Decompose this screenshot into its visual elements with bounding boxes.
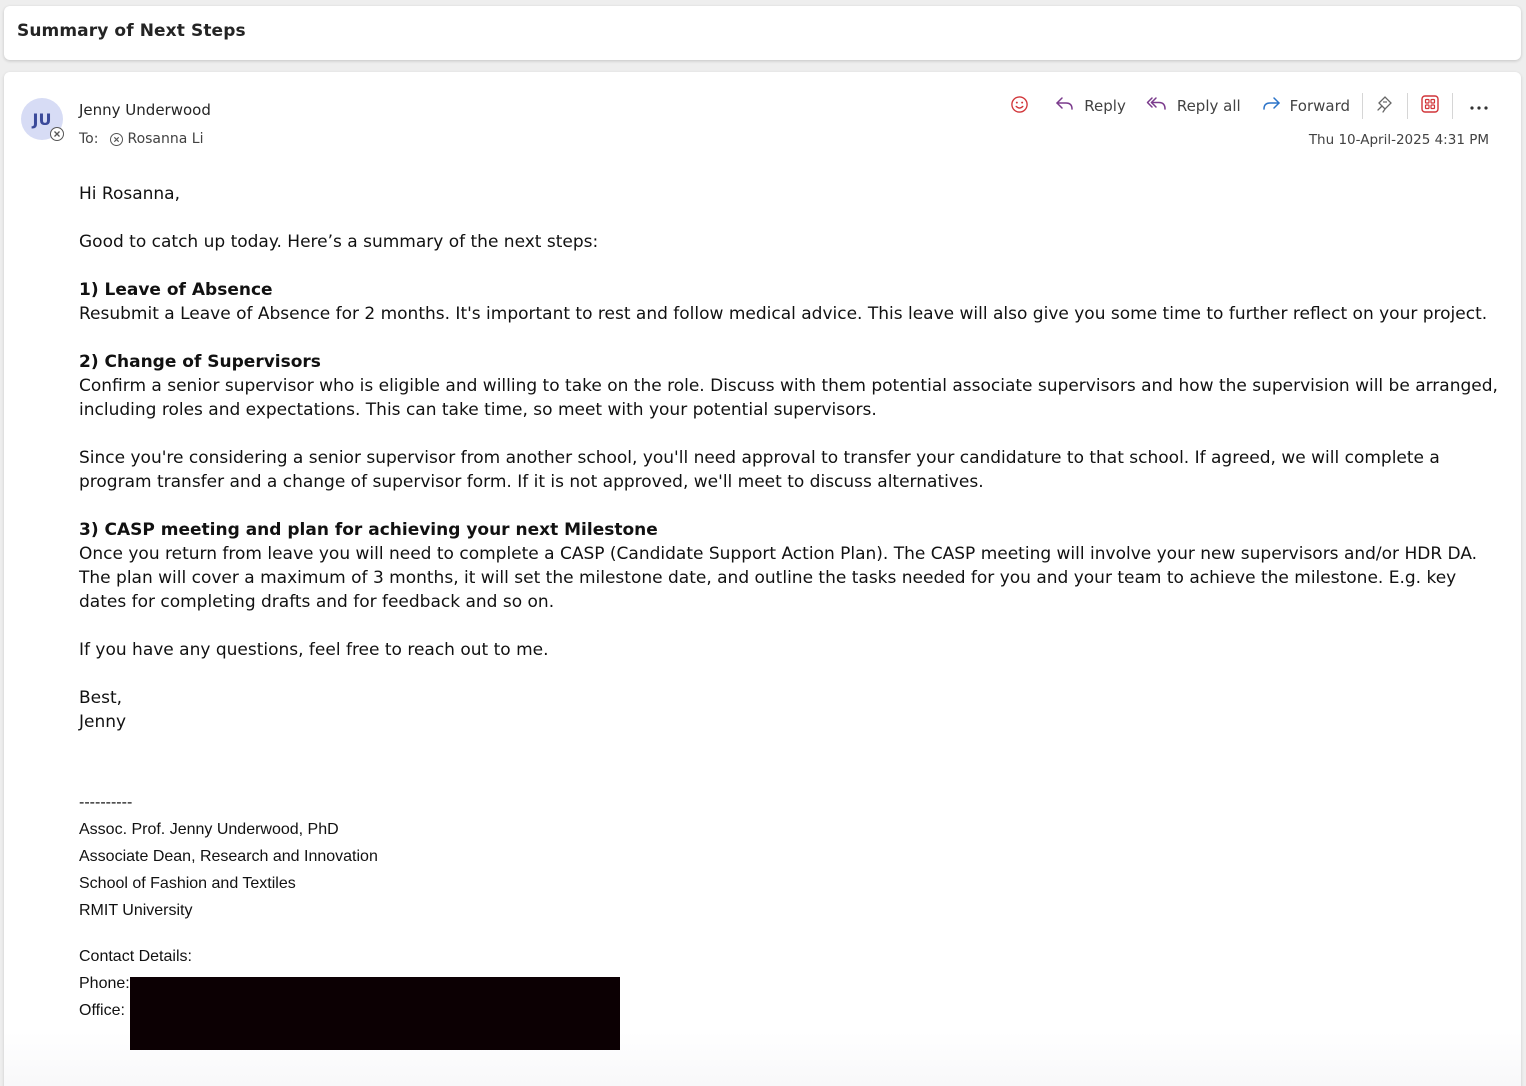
translate-button[interactable] xyxy=(1365,92,1405,120)
apps-grid-icon xyxy=(1420,94,1440,118)
closing-paragraph: If you have any questions, feel free to reach out to me. xyxy=(79,640,549,660)
section-heading: 3) CASP meeting and plan for achieving your next Milestone xyxy=(79,520,658,540)
forward-icon xyxy=(1261,95,1281,117)
signoff: Best, xyxy=(79,688,123,708)
reply-button[interactable] xyxy=(1045,92,1136,120)
intro-paragraph: Good to catch up today. Here’s a summary of the next steps: xyxy=(79,232,599,252)
section-text: Confirm a senior supervisor who is eligible and willing to take on the role. Discuss with them potential associate supervisors and how the supervision will be arranged, including roles and expectations. This can take time, so meet with your potential supervisors. xyxy=(79,376,1498,420)
signature-name: Assoc. Prof. Jenny Underwood, PhD xyxy=(79,821,339,838)
more-actions-button[interactable] xyxy=(1455,92,1493,120)
sent-date: Thu 10-April-2025 4:31 PM xyxy=(1308,132,1489,148)
forward-button[interactable] xyxy=(1251,92,1360,120)
section-casp xyxy=(79,518,1499,614)
presence-status-icon xyxy=(50,127,64,141)
signature-spacer xyxy=(79,924,378,943)
recipient-line xyxy=(79,131,203,147)
reply-label: Reply xyxy=(1084,97,1126,115)
toolbar-divider xyxy=(1452,93,1453,119)
signature-school: School of Fashion and Textiles xyxy=(79,875,296,892)
section-text: Once you return from leave you will need to complete a CASP (Candidate Support Action Plan). The CASP meeting will involve your new supervisors and/or HDR DA. The plan will cover a maximum of 3 months, it will set the milestone date, and outline the tasks needed for you and your team to achieve the milestone. E.g. key dates for completing drafts and for feedback and so on. xyxy=(79,544,1478,612)
redacted-contact-block xyxy=(130,977,620,1050)
sender-name[interactable]: Jenny Underwood xyxy=(79,101,211,119)
reply-all-button[interactable] xyxy=(1136,92,1251,120)
translate-icon xyxy=(1375,94,1395,118)
react-button[interactable] xyxy=(1000,92,1045,120)
to-label: To: xyxy=(79,131,99,147)
subject-bar xyxy=(4,6,1521,60)
contact-label: Contact Details: xyxy=(79,948,192,965)
reply-all-label: Reply all xyxy=(1176,97,1241,115)
message-toolbar xyxy=(1000,92,1493,120)
forward-label: Forward xyxy=(1289,97,1350,115)
emoji-icon xyxy=(1010,95,1029,118)
toolbar-divider xyxy=(1362,93,1363,119)
signature-title: Associate Dean, Research and Innovation xyxy=(79,848,378,865)
signature-university: RMIT University xyxy=(79,902,193,919)
reply-all-icon xyxy=(1146,95,1168,117)
section-leave xyxy=(79,278,1499,326)
phone-label: Phone: xyxy=(79,975,130,992)
email-subject: Summary of Next Steps xyxy=(17,21,246,41)
signature-divider: ---------- xyxy=(79,794,133,811)
avatar-initials: JU xyxy=(32,109,52,129)
section-heading: 2) Change of Supervisors xyxy=(79,352,321,372)
message-card xyxy=(4,72,1521,1086)
message-body xyxy=(79,182,1499,734)
section-heading: 1) Leave of Absence xyxy=(79,280,273,300)
section-supervisors xyxy=(79,350,1499,422)
reply-icon xyxy=(1055,95,1075,117)
greeting: Hi Rosanna, xyxy=(79,184,181,204)
recipient-status-icon xyxy=(110,133,123,146)
toolbar-divider xyxy=(1407,93,1408,119)
more-horizontal-icon xyxy=(1469,97,1489,115)
apps-button[interactable] xyxy=(1410,92,1450,120)
section-text: Resubmit a Leave of Absence for 2 months. It's important to rest and follow medical advice. This leave will also give you some time to further reflect on your project. xyxy=(79,304,1488,324)
signoff-name: Jenny xyxy=(79,712,127,732)
recipient-name[interactable]: Rosanna Li xyxy=(127,131,204,147)
transfer-paragraph: Since you're considering a senior supervisor from another school, you'll need approval to transfer your candidature to that school. If agreed, we will complete a program transfer and a change of supervisor form. If it is not approved, we'll meet to discuss alternatives. xyxy=(79,448,1440,492)
office-label: Office: xyxy=(79,1002,125,1019)
